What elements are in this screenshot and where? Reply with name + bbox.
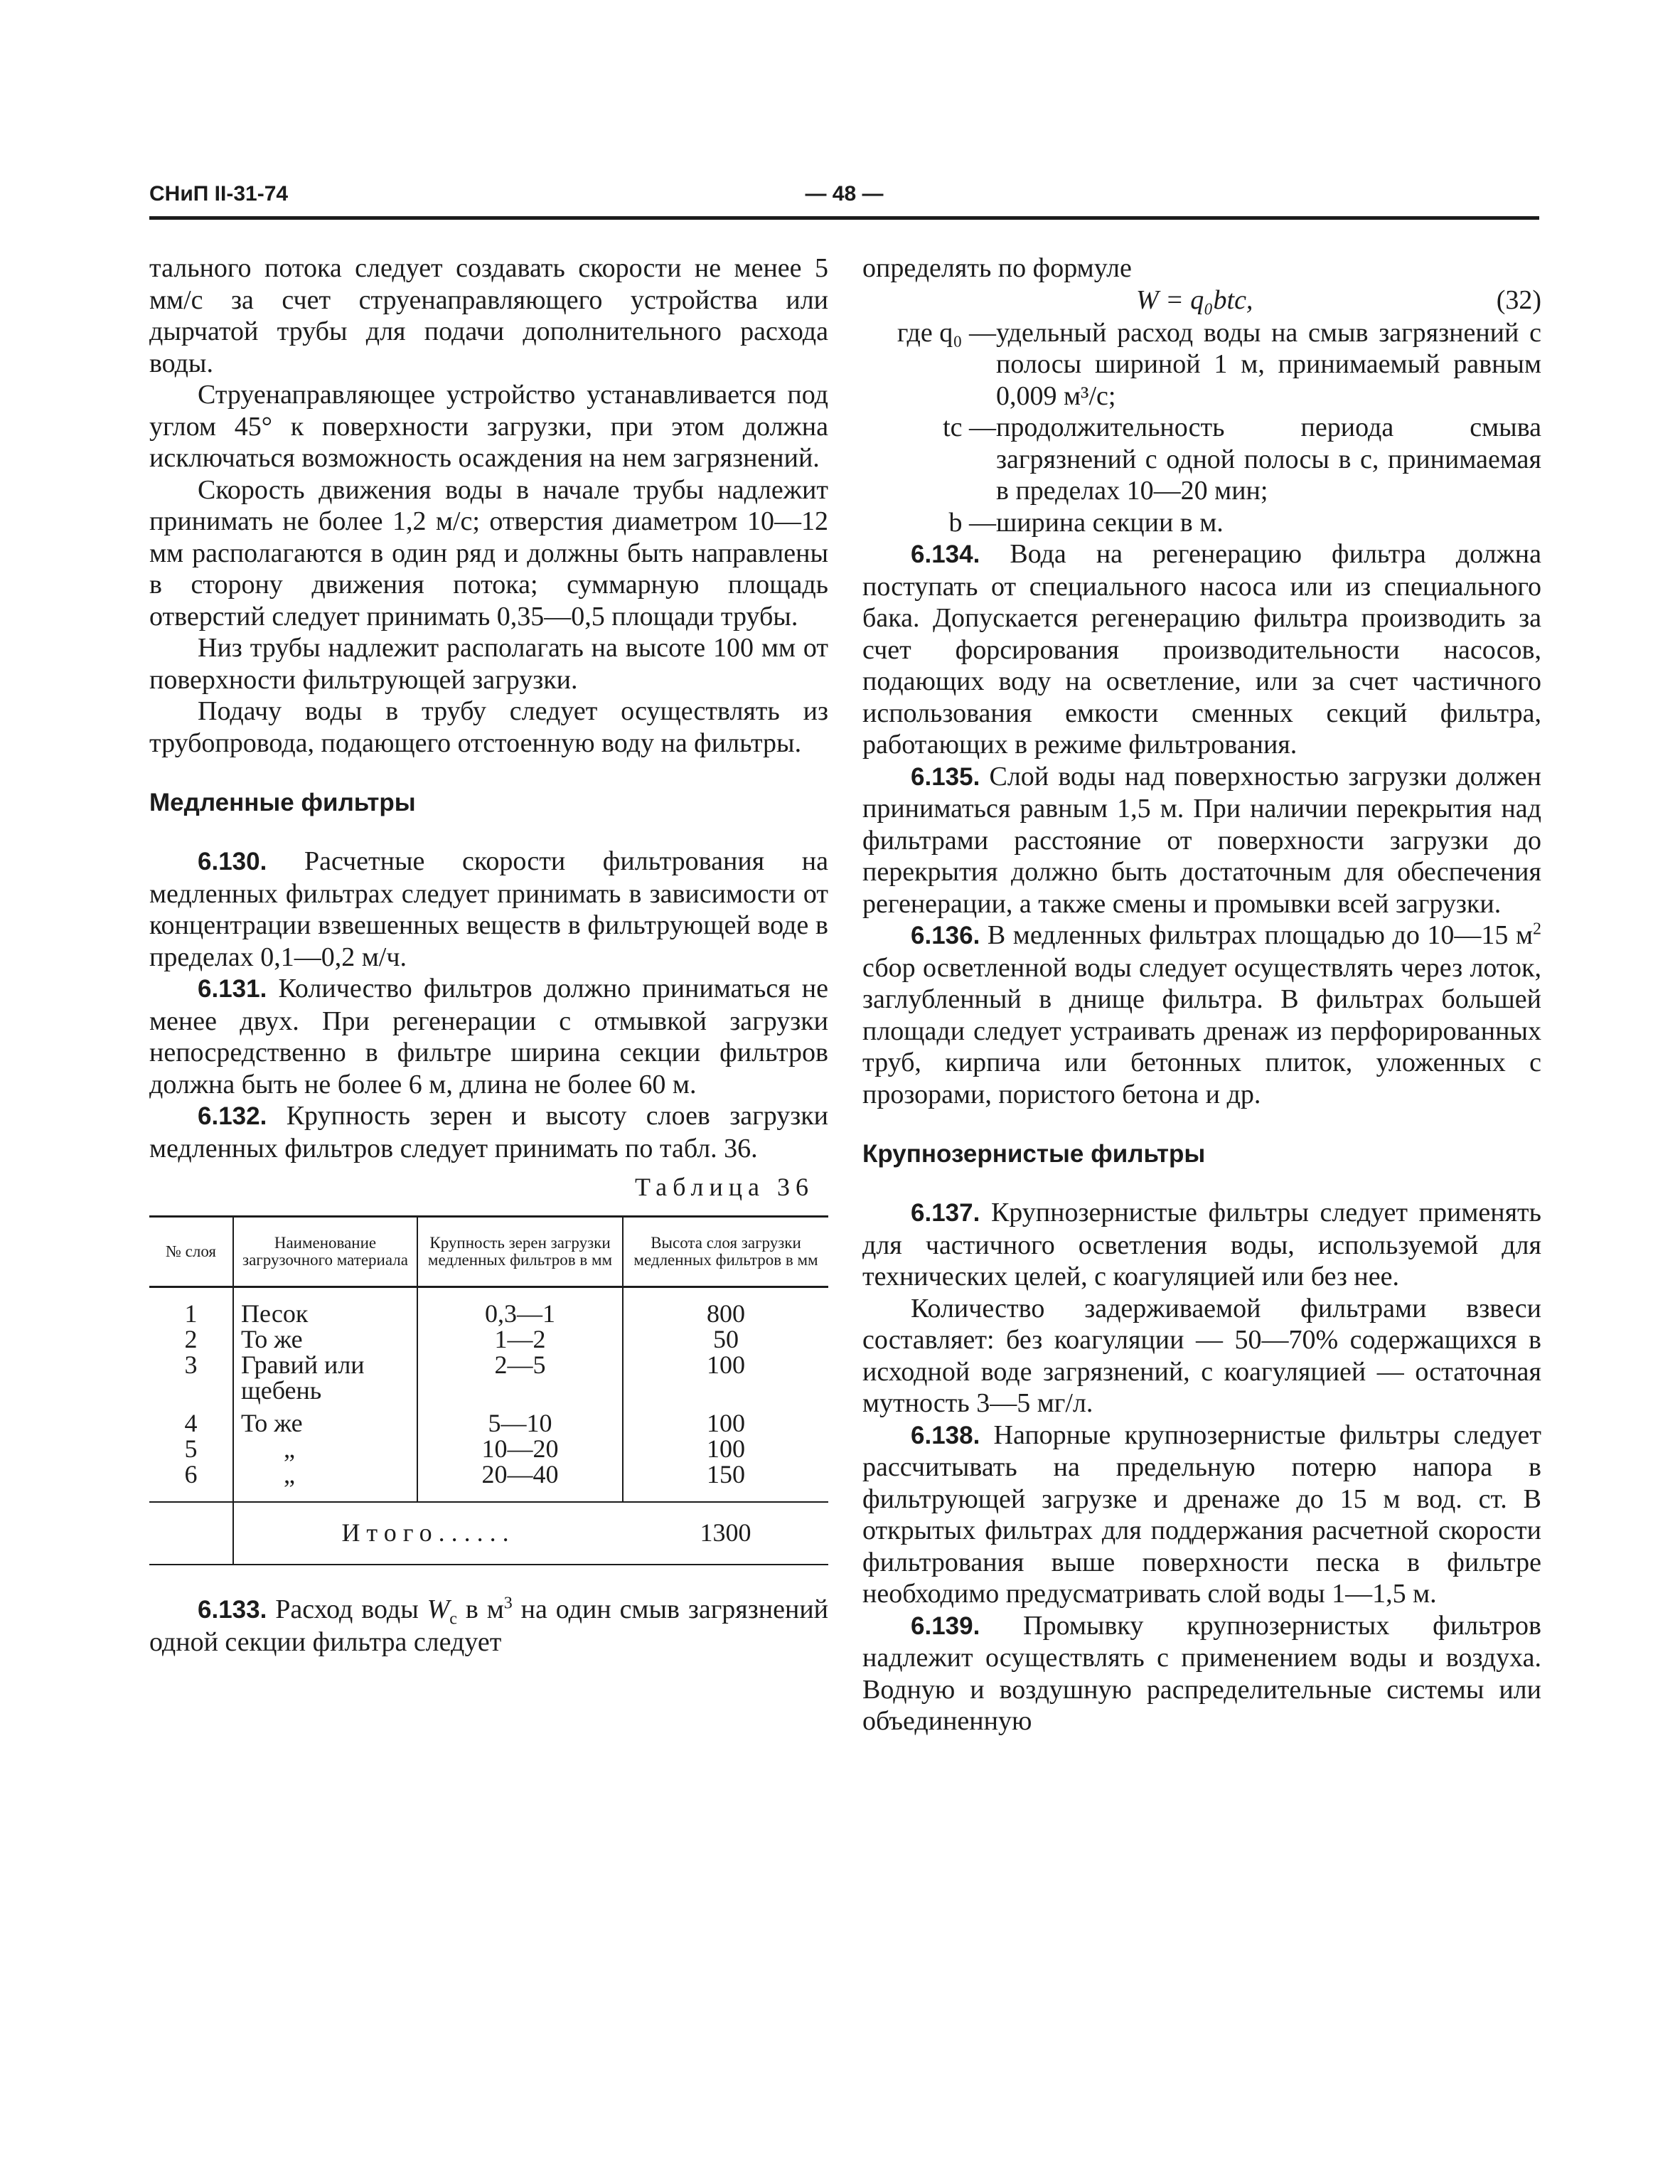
clause-number: 6.131. bbox=[198, 975, 267, 1003]
paragraph: определять по формуле bbox=[862, 253, 1132, 283]
clause-number: 6.130. bbox=[198, 848, 267, 875]
subscript: с bbox=[449, 1609, 457, 1629]
total-value: 1300 bbox=[623, 1502, 828, 1565]
clause-number: 6.137. bbox=[911, 1199, 980, 1227]
table-header-row bbox=[149, 1217, 828, 1287]
total-label: Итого...... bbox=[341, 1518, 515, 1547]
table-row bbox=[149, 1436, 828, 1461]
paragraph: Подачу воды в трубу следует осуществлять из трубопровода, подающего отстоенную воду на фильтры. bbox=[149, 696, 828, 758]
clause-number: 6.132. bbox=[198, 1102, 267, 1130]
clause-text: Слой воды над поверхностью загрузки должен приниматься равным 1,5 м. При наличии перекрытия над фильтрами расстояние от поверхности загрузки до перекрытия должно быть достаточным для обеспечения регенерации, а также смены и промывки всей загрузки. bbox=[862, 761, 1541, 919]
layer-number: 4 bbox=[184, 1409, 198, 1437]
material: То же bbox=[233, 1403, 417, 1436]
doc-code: СНиП II-31-74 bbox=[149, 182, 289, 206]
grain-size: 10—20 bbox=[417, 1436, 623, 1461]
clause-number: 6.139. bbox=[911, 1612, 980, 1640]
clause-text: на один смыв загрязнений одной секции фильтра следует bbox=[149, 1594, 829, 1657]
paragraph: Низ трубы надлежит располагать на высоте 100 мм от поверхности фильтрующей загрузки. bbox=[149, 633, 828, 695]
table-caption: Таблица 36 bbox=[635, 1173, 814, 1201]
section-heading-coarse-filters: Крупнозернистые фильтры bbox=[862, 1140, 1206, 1168]
layer-number: 2 bbox=[184, 1325, 198, 1353]
clause-6-133 bbox=[149, 1594, 828, 1658]
formula-number: (32) bbox=[1496, 284, 1541, 315]
formula-expression: W = q₀btс, bbox=[1136, 284, 1253, 315]
layer-number: 3 bbox=[184, 1351, 198, 1379]
clause-6-132 bbox=[149, 1100, 828, 1164]
paragraph: Струенаправляющее устройство устанавливается под углом 45° к поверхности загрузки, при этом должна исключаться возможность осаждения на нем загрязнений. bbox=[149, 380, 828, 473]
clause-6-137 bbox=[862, 1197, 1541, 1293]
grain-size: 20—40 bbox=[417, 1461, 623, 1502]
layer-height: 100 bbox=[623, 1403, 828, 1436]
clause-text: Крупность зерен и высоту слоев загрузки медленных фильтров следует принимать по табл. 36. bbox=[149, 1101, 829, 1163]
layer-height: 150 bbox=[623, 1461, 828, 1502]
header-rule bbox=[149, 216, 1539, 220]
formula-definitions bbox=[862, 317, 1541, 539]
material: „ bbox=[233, 1436, 417, 1461]
definition-text: удельный расход воды на смыв загрязнений с полосы шириной 1 м, принимаемый равным 0,009 м³/с; bbox=[996, 317, 1541, 411]
symbol-w: W bbox=[427, 1594, 450, 1624]
grain-size: 1—2 bbox=[417, 1326, 623, 1352]
paragraph: Скорость движения воды в начале трубы надлежит принимать не более 1,2 м/с; отверстия диаметром 10—12 мм располагаются в один ряд и должны быть направлены в сторону движения потока; суммарную площадь отверстий следует принимать 0,35—0,5 площади трубы. bbox=[149, 474, 828, 632]
layer-height: 100 bbox=[623, 1352, 828, 1403]
definition-symbol: где q₀ — bbox=[897, 317, 996, 348]
empty-cell bbox=[149, 1502, 233, 1565]
material: То же bbox=[233, 1326, 417, 1352]
material: Песок bbox=[233, 1287, 417, 1327]
clause-text: Количество фильтров должно приниматься не менее двух. При регенерации с отмывкой загрузки непосредственно в фильтре ширина секции фильтров должна быть не более 6 м, длина не более 60 м. bbox=[149, 974, 829, 1099]
material: „ bbox=[233, 1461, 417, 1502]
paragraph: Количество задерживаемой фильтрами взвеси составляет: без коагуляции — 50—70% содержащихся в исходной воде загрязнений, с коагуляцией — остаточная мутность 3—5 мг/л. bbox=[862, 1293, 1541, 1418]
page-number: — 48 — bbox=[805, 182, 884, 206]
clause-text: Промывку крупнозернистых фильтров надлежит осуществлять с применением воды и воздуха. Водную и воздушную распределительные системы или объединенную bbox=[862, 1610, 1541, 1736]
clause-text: В медленных фильтрах площадью до 10—15 м bbox=[987, 920, 1534, 950]
clause-number: 6.134. bbox=[911, 540, 980, 568]
clause-6-138 bbox=[862, 1419, 1541, 1610]
clause-text: Расход воды bbox=[275, 1594, 419, 1624]
clause-text: в м bbox=[465, 1594, 504, 1624]
clause-6-136 bbox=[862, 920, 1541, 1110]
right-column bbox=[862, 252, 1541, 1737]
layer-number: 6 bbox=[149, 1461, 233, 1502]
column-header: № слоя bbox=[149, 1217, 233, 1287]
layer-number: 1 bbox=[184, 1299, 198, 1328]
definition-symbol: b — bbox=[948, 507, 996, 538]
clause-6-135 bbox=[862, 761, 1541, 920]
definition-text: ширина секции в м. bbox=[996, 507, 1224, 538]
superscript: 2 bbox=[1533, 920, 1542, 939]
left-column bbox=[149, 252, 828, 1658]
clause-text: Расчетные скорости фильтрования на медленных фильтрах следует принимать в зависимости от концентрации взвешенных веществ в фильтрующей воде в пределах 0,1—0,2 м/ч. bbox=[149, 846, 828, 972]
clause-text: Вода на регенерацию фильтра должна поступать от специального насоса или из специального бака. Допускается регенерацию фильтра производить за счет форсирования производительности насосов, подающих воду на осветление, или за счет частичного использования емкости сменных секций фильтра, работающих в режиме фильтрования. bbox=[862, 539, 1542, 760]
grain-size: 5—10 bbox=[417, 1403, 623, 1436]
clause-number: 6.133. bbox=[198, 1596, 267, 1624]
superscript: 3 bbox=[503, 1594, 513, 1613]
grain-size: 0,3—1 bbox=[417, 1287, 623, 1327]
layer-height: 100 bbox=[623, 1436, 828, 1461]
clause-6-130 bbox=[149, 846, 828, 973]
clause-6-139 bbox=[862, 1610, 1541, 1737]
section-heading-slow-filters: Медленные фильтры bbox=[149, 789, 416, 816]
formula-32 bbox=[862, 284, 1541, 317]
column-header: Крупность зерен загрузки медленных фильтров в мм bbox=[417, 1217, 623, 1287]
grain-size: 2—5 bbox=[417, 1352, 623, 1403]
table-row bbox=[149, 1326, 828, 1352]
clause-number: 6.135. bbox=[911, 762, 980, 791]
clause-6-131 bbox=[149, 973, 828, 1100]
clause-number: 6.136. bbox=[911, 922, 980, 949]
layer-height: 800 bbox=[623, 1287, 828, 1327]
clause-text: Крупнозернистые фильтры следует применять для частичного осветления воды, используемой для технических целей, с коагуляцией или без нее. bbox=[862, 1198, 1541, 1291]
layer-height: 50 bbox=[623, 1326, 828, 1352]
column-header: Наименование загрузочного материала bbox=[233, 1217, 417, 1287]
layer-number: 5 bbox=[184, 1434, 198, 1463]
column-header: Высота слоя загрузки медленных фильтров в мм bbox=[623, 1217, 828, 1287]
table-row bbox=[149, 1461, 828, 1502]
total-label-cell bbox=[233, 1502, 623, 1565]
clause-text: сбор осветленной воды следует осуществлять через лоток, заглубленный в днище фильтра. В фильтрах большей площади следует устраивать дренаж из перфорированных труб, кирпича или бетонных плиток, уложенных с прозорами, пористого бетона и др. bbox=[862, 952, 1541, 1109]
clause-number: 6.138. bbox=[911, 1421, 980, 1449]
table-row bbox=[149, 1287, 828, 1327]
material: Гравий или щебень bbox=[233, 1352, 417, 1403]
clause-text: Напорные крупнозернистые фильтры следует рассчитывать на предельную потерю напора в фильтрующей загрузке и дренаже до 15 м вод. ст. В открытых фильтрах для поддержания расчетной скорости фильтрования выше поверхности песка в фильтре необходимо предусматривать слой воды 1—1,5 м. bbox=[862, 1419, 1541, 1609]
definition-text: продолжительность периода смыва загрязнений с одной полосы в с, принимаемая в пределах 10—20 мин; bbox=[996, 412, 1541, 506]
definition-symbol: tс — bbox=[943, 412, 996, 442]
paragraph: тального потока следует создавать скорости не менее 5 мм/с за счет струенаправляющего устройства или дырчатой трубы для подачи дополнительного расхода воды. bbox=[149, 253, 828, 378]
page-header bbox=[149, 182, 1539, 216]
clause-6-134 bbox=[862, 538, 1541, 761]
table-total-row bbox=[149, 1502, 828, 1565]
table-row bbox=[149, 1352, 828, 1403]
table-row bbox=[149, 1403, 828, 1436]
table-36 bbox=[149, 1215, 828, 1565]
